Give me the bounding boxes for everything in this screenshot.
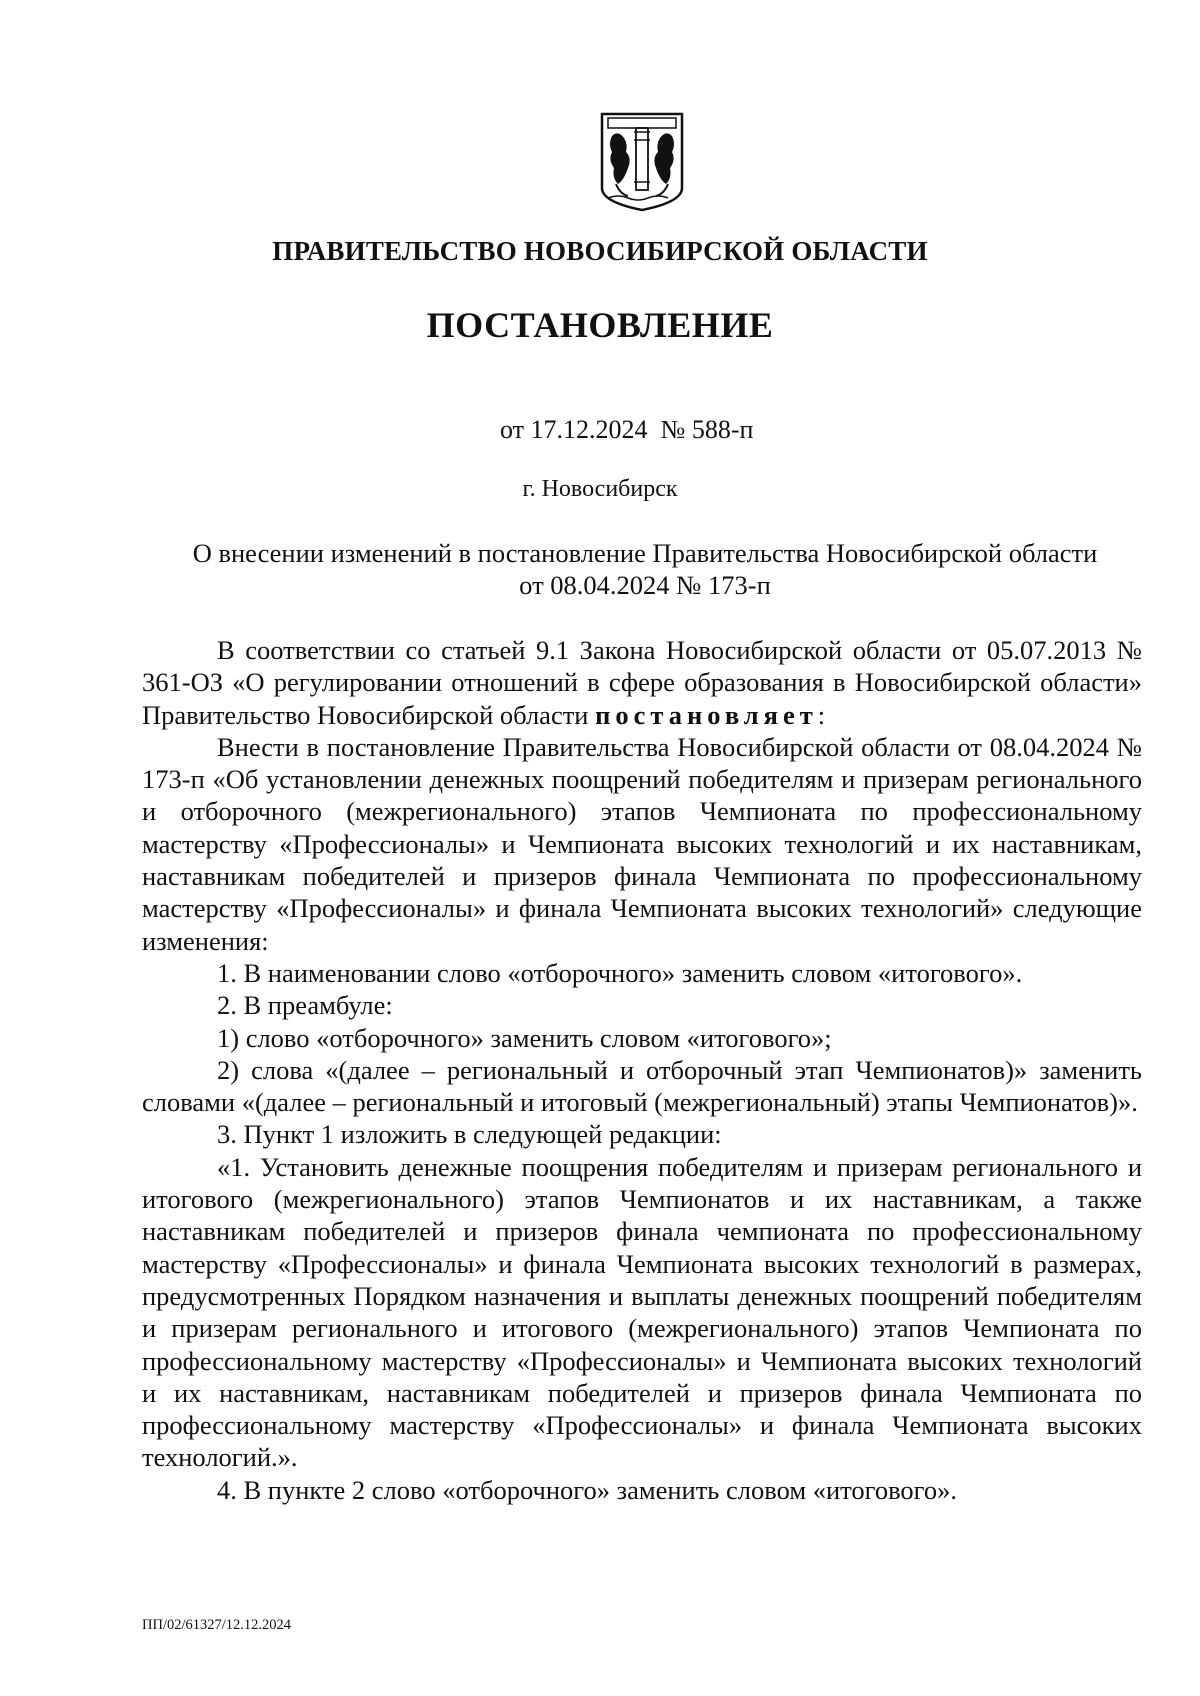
government-title: ПРАВИТЕЛЬСТВО НОВОСИБИРСКОЙ ОБЛАСТИ [272, 236, 928, 266]
document-subject [150, 537, 1140, 601]
preamble-resolves: постановляет [595, 699, 818, 730]
item-3-paragraph: 3. Пункт 1 изложить в следующей редакции: [217, 1119, 722, 1150]
document-city: г. Новосибирск [522, 476, 678, 502]
item-3-text-paragraph: «1. Установить денежные поощрения победителям и призерам регионального и итогового (межрегионального) этапов Чемпионатов и их наставникам, а также наставникам победителей и призеров финала чемпионата по профессиональному мастерству «Профессионалы» и финала Чемпионата высоких технологий в размерах, предусмотренных Порядком назначения и выплаты денежных поощрений победителям и призерам регионального и итогового (межрегионального) этапов Чемпионата по профессиональному мастерству «Профессионалы» и Чемпионата высоких технологий и их наставникам, наставникам победителей и призеров финала Чемпионата по профессиональному мастерству «Профессионалы» и финала Чемпионата высоких технологий.». [142, 1151, 1142, 1473]
item-1-paragraph: 1. В наименовании слово «отборочного» заменить словом «итогового». [217, 957, 1023, 988]
preamble-text: В соответствии со статьей 9.1 Закона Новосибирской области от 05.07.2013 № 361-ОЗ «О регулировании отношений в сфере образования в Новосибирской области» Правительство Новосибирской области [142, 635, 1142, 730]
subject-line-2: от 08.04.2024 № 173-п [519, 570, 771, 600]
document-body [142, 634, 1142, 1506]
item-2-2-paragraph: 2) слова «(далее – региональный и отборочный этап Чемпионатов)» заменить словами «(далее – региональный и итоговый (межрегиональный) этапы Чемпионатов)». [142, 1054, 1142, 1118]
document-date-number: от 17.12.2024 № 588-п [500, 415, 754, 444]
document-type-title: ПОСТАНОВЛЕНИЕ [426, 305, 774, 345]
preamble-paragraph [142, 634, 1142, 731]
item-4-paragraph: 4. В пункте 2 слово «отборочного» заменить словом «итогового». [217, 1474, 958, 1505]
item-2-1-paragraph: 1) слово «отборочного» заменить словом «итогового»; [217, 1022, 832, 1053]
item-2-paragraph: 2. В преамбуле: [217, 990, 393, 1021]
preamble-end: : [817, 699, 826, 730]
intro-paragraph: Внести в постановление Правительства Новосибирской области от 08.04.2024 № 173-п «Об установлении денежных поощрений победителям и призерам регионального и отборочного (межрегионального) этапов Чемпионата по профессиональному мастерству «Профессионалы» и Чемпионата высоких технологий и их наставникам, наставникам победителей и призеров финала Чемпионата по профессиональному мастерству «Профессионалы» и финала Чемпионата высоких технологий» следующие изменения: [142, 731, 1142, 956]
coat-of-arms-icon [598, 110, 686, 214]
subject-line-1: О внесении изменений в постановление Правительства Новосибирской области [192, 538, 1098, 568]
footer-document-code: ПП/02/61327/12.12.2024 [142, 1617, 292, 1633]
